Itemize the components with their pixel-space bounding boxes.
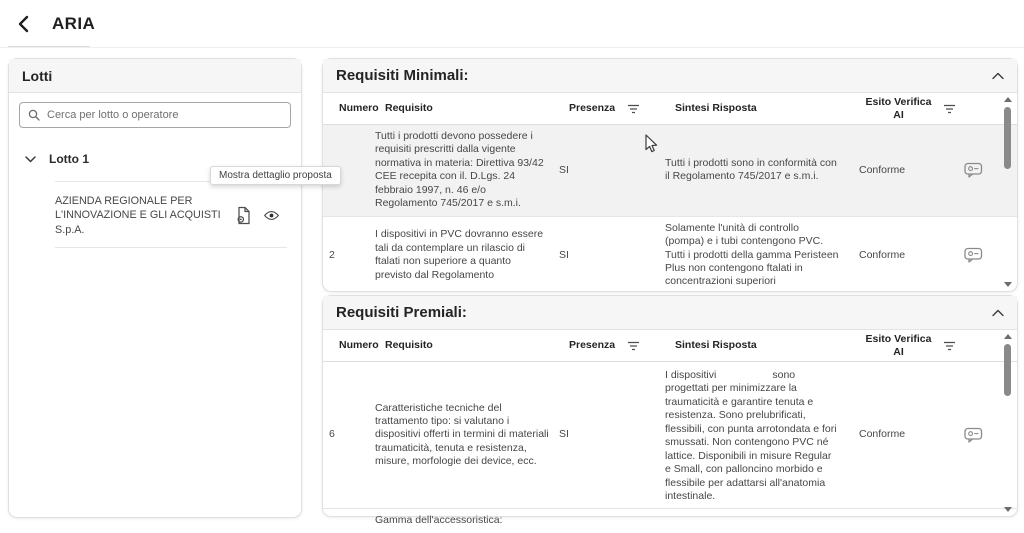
table-header-row bbox=[323, 93, 1017, 125]
operator-name: AZIENDA REGIONALE PER L'INNOVAZIONE E GLI ACQUISTI S.p.A. bbox=[55, 195, 221, 236]
col-esito: Esito Verifica AI bbox=[865, 96, 932, 121]
comment-bubble-icon[interactable] bbox=[957, 162, 991, 178]
requisiti-premiali-panel bbox=[322, 295, 1018, 527]
page-title: ARIA bbox=[52, 14, 96, 33]
eye-icon[interactable] bbox=[263, 210, 280, 221]
col-requisito: Requisito bbox=[385, 102, 433, 115]
row-esito: Conforme bbox=[859, 428, 906, 441]
col-sintesi: Sintesi Risposta bbox=[675, 102, 757, 115]
filter-icon[interactable] bbox=[943, 104, 956, 114]
row-requisito: Tutti i prodotti devono possedere i requisiti prescritti dalla vigente normativa in materia: Direttiva 93/42 CEE recepita con il. D.Lgs. 24 febbraio 1997, n. 46 e/o Regolamento 745/2017 e s.m.i. bbox=[375, 130, 544, 210]
document-gear-icon[interactable] bbox=[235, 206, 252, 225]
lotti-title: Lotti bbox=[22, 67, 53, 84]
requisiti-premiali-header bbox=[323, 296, 1017, 330]
row-presenza: SI bbox=[559, 428, 569, 441]
operator-list-item[interactable] bbox=[55, 181, 287, 248]
scrollbar[interactable] bbox=[1002, 334, 1014, 512]
requisiti-premiali-body bbox=[323, 330, 1017, 527]
requisiti-premiali-title: Requisiti Premiali: bbox=[336, 304, 467, 321]
table-header-row bbox=[323, 330, 1017, 362]
col-presenza: Presenza bbox=[569, 102, 616, 115]
requisiti-minimali-header bbox=[323, 59, 1017, 93]
lotti-panel bbox=[8, 58, 302, 518]
row-requisito: Gamma dell'accessoristica: bbox=[375, 514, 503, 527]
comment-bubble-icon[interactable] bbox=[957, 427, 991, 443]
col-numero: Numero bbox=[339, 102, 379, 115]
scroll-up-icon[interactable] bbox=[1004, 97, 1012, 102]
table-row[interactable] bbox=[323, 362, 1017, 508]
title-underline bbox=[8, 46, 90, 47]
scrollbar[interactable] bbox=[1002, 97, 1014, 287]
col-numero: Numero bbox=[339, 339, 379, 352]
search-icon bbox=[28, 109, 40, 121]
row-numero: 2 bbox=[329, 248, 335, 261]
col-esito: Esito Verifica AI bbox=[865, 333, 932, 358]
row-numero: 6 bbox=[329, 428, 335, 441]
row-sintesi: Solamente l'unità di controllo (pompa) e i tubi contengono PVC. Tutti i prodotti della gamma Peristeen Plus non contengono ftalati in concentrazioni superiori bbox=[665, 221, 839, 288]
table-row[interactable] bbox=[323, 216, 1017, 294]
tooltip-mostra-dettaglio: Mostra dettaglio proposta bbox=[210, 166, 341, 185]
chevron-down-icon[interactable] bbox=[25, 156, 36, 163]
scroll-down-icon[interactable] bbox=[1004, 507, 1012, 512]
row-sintesi: Tutti i prodotti sono in conformità con il Regolamento 745/2017 e s.m.i. bbox=[665, 156, 837, 183]
filter-icon[interactable] bbox=[627, 104, 640, 114]
scrollbar-thumb[interactable] bbox=[1004, 344, 1011, 396]
requisiti-minimali-panel bbox=[322, 58, 1018, 292]
comment-bubble-icon[interactable] bbox=[957, 247, 991, 263]
row-presenza: SI bbox=[559, 163, 569, 176]
col-requisito: Requisito bbox=[385, 339, 433, 352]
scrollbar-thumb[interactable] bbox=[1004, 107, 1011, 169]
row-esito: Conforme bbox=[859, 163, 906, 176]
filter-icon[interactable] bbox=[943, 341, 956, 351]
scroll-up-icon[interactable] bbox=[1004, 334, 1012, 339]
lotti-panel-header bbox=[9, 59, 301, 93]
scroll-down-icon[interactable] bbox=[1004, 282, 1012, 287]
table-row[interactable] bbox=[323, 125, 1017, 216]
table-row[interactable] bbox=[323, 508, 1017, 532]
filter-icon[interactable] bbox=[627, 341, 640, 351]
search-input[interactable] bbox=[19, 102, 291, 128]
row-esito: Conforme bbox=[859, 248, 906, 261]
lot-label: Lotto 1 bbox=[49, 152, 89, 166]
row-presenza: SI bbox=[559, 248, 569, 261]
search-placeholder: Cerca per lotto o operatore bbox=[47, 109, 179, 121]
col-sintesi: Sintesi Risposta bbox=[675, 339, 757, 352]
col-presenza: Presenza bbox=[569, 339, 616, 352]
chevron-up-icon[interactable] bbox=[992, 72, 1004, 80]
requisiti-minimali-body bbox=[323, 93, 1017, 291]
app-header bbox=[0, 0, 1024, 48]
back-icon[interactable] bbox=[16, 15, 30, 33]
chevron-up-icon[interactable] bbox=[992, 309, 1004, 317]
requisiti-minimali-title: Requisiti Minimali: bbox=[336, 67, 469, 84]
row-requisito: I dispositivi in PVC dovranno essere tali da contemplare un rilascio di ftalati non superiore a quanto previsto dal Regolamento bbox=[375, 228, 544, 281]
row-requisito: Caratteristiche tecniche del trattamento tipo: si valutano i dispositivi offerti in termini di materiali traumaticità, tenuta e resistenza, misure, morfologie dei device, ecc. bbox=[375, 401, 549, 468]
row-sintesi: I dispositivi sono progettati per minimizzare la traumaticità e garantire tenuta e resistenza. Sono prelubrificati, flessibili, con punta arrotondata e fori smussati. Non contengono PVC né lattice. Disponibili in misure Regular e Small, con palloncino morbido e flessibile per adattarsi all'anatomia intestinale. bbox=[665, 369, 837, 502]
